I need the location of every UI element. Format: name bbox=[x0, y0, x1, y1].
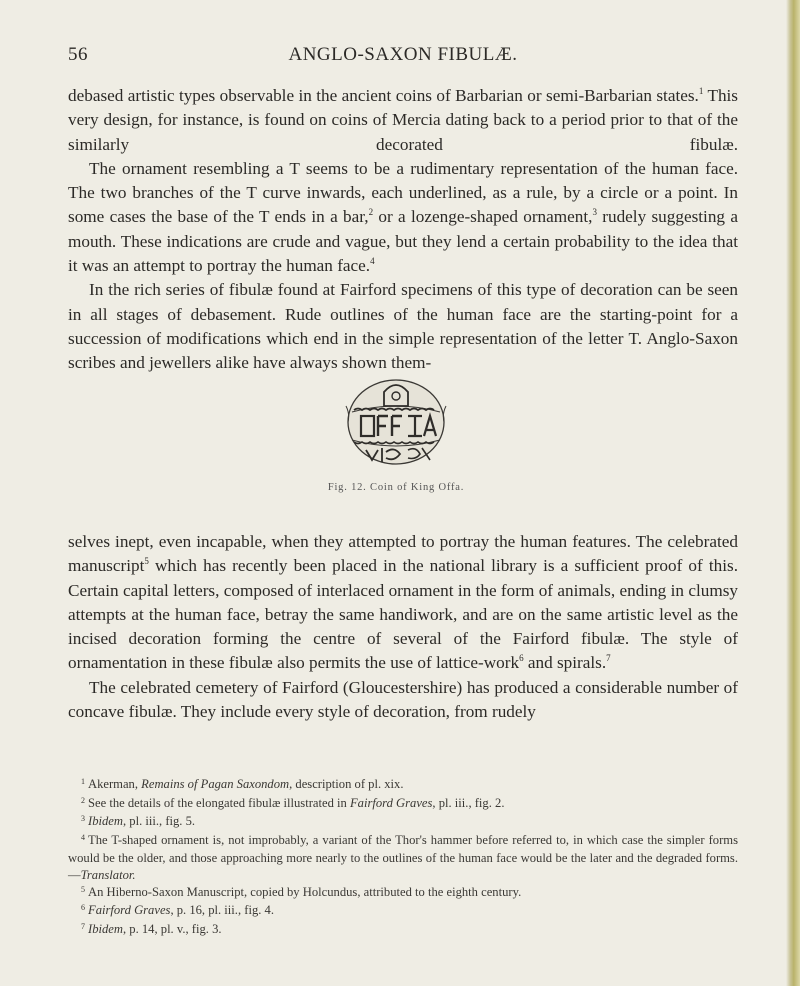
page-edge bbox=[786, 0, 800, 986]
footnote: $^2$ See the details of the elongated fibulæ illustrated in Fairford Graves, pl. iii., fig. 2. bbox=[81, 795, 505, 810]
footnote: $^5$ An Hiberno-Saxon Manuscript, copied by Holcundus, attributed to the eighth century. bbox=[81, 884, 522, 899]
body-text-top bbox=[68, 84, 738, 376]
footnote: $^6$ Fairford Graves, p. 16, pl. iii., fig. 4. bbox=[81, 903, 274, 918]
footnote-ref-3: 3 bbox=[592, 207, 597, 218]
footnote-ref-4: 4 bbox=[370, 256, 375, 267]
figure-caption: Fig. 12. Coin of King Offa. bbox=[327, 482, 465, 493]
footnotes bbox=[68, 776, 738, 939]
footnote: $^1$ Akerman, Remains of Pagan Saxondom, description of pl. xix. bbox=[81, 777, 404, 791]
footnote: $^7$ Ibidem, p. 14, pl. v., fig. 3. bbox=[81, 921, 222, 936]
footnote-ref-2: 2 bbox=[368, 207, 374, 218]
coin-image bbox=[312, 360, 480, 478]
footnote: $^3$ Ibidem, pl. iii., fig. 5. bbox=[81, 814, 196, 829]
paragraph-2: The ornament resembling a T seems to be a rudimentary representation of the human face. The two branches of the T curve inwards, each underlined, as a rule, by a circle or a point. In some cases the base of the T ends in a bar,$^2$ or a lozenge-shaped ornament,$^3$ rudely suggesting a mouth. These indications are crude and vague, but they lend a certain probability to the idea that it was an attempt to portray the human face.$^4$ bbox=[68, 158, 738, 276]
page-number: 56 bbox=[68, 44, 88, 65]
footnote-ref-6: 6 bbox=[519, 653, 524, 664]
running-title: ANGLO-SAXON FIBULÆ. bbox=[288, 44, 518, 65]
footnote-ref-7: 7 bbox=[606, 653, 611, 664]
body-text-bottom bbox=[68, 530, 738, 724]
paragraph-5: The celebrated cemetery of Fairford (Gloucestershire) has produced a considerable number of concave fibulæ. They include every style of decoration, from rudely bbox=[68, 677, 738, 722]
footnote: $^4$ The T-shaped ornament is, not improbably, a variant of the Thor's hammer before referred to, in which case the simpler forms would be the older, and those approaching more nearly to the outlines of the human face would be the later and the degraded forms.—Translator. bbox=[68, 832, 738, 882]
paragraph-4: selves inept, even incapable, when they attempted to portray the human features. The celebrated manuscript$^5$ which has recently been placed in the national library is a sufficient proof of this. Certain capital letters, composed of interlaced ornament in the form of animals, ending in clumsy attempts at the human face, betray the same handiwork, and are on the same artistic level as the incised decoration forming the centre of several of the Fairford fibulæ. The style of ornamentation in these fibulæ also permits the use of lattice-work$^6$ and spirals.$^7$ bbox=[68, 532, 738, 673]
running-header bbox=[68, 44, 738, 74]
paragraph-3: In the rich series of fibulæ found at Fairford specimens of this type of decoration can be seen in all stages of debasement. Rude outlines of the human face are the starting-point for a succession of modifications which end in the simple representation of the letter T. Anglo-Saxon scribes and jewellers alike have always shown them- bbox=[68, 280, 738, 373]
footnote-ref-5: 5 bbox=[144, 556, 149, 567]
paragraph-1: debased artistic types observable in the ancient coins of Barbarian or semi-Barbarian states.$^1$ This very design, for instance, is found on coins of Mercia dating back to a period prior to that of the similarly decorated fibulæ. bbox=[68, 86, 738, 154]
footnote-ref-1: 1 bbox=[698, 86, 704, 96]
figure-coin bbox=[306, 360, 486, 493]
